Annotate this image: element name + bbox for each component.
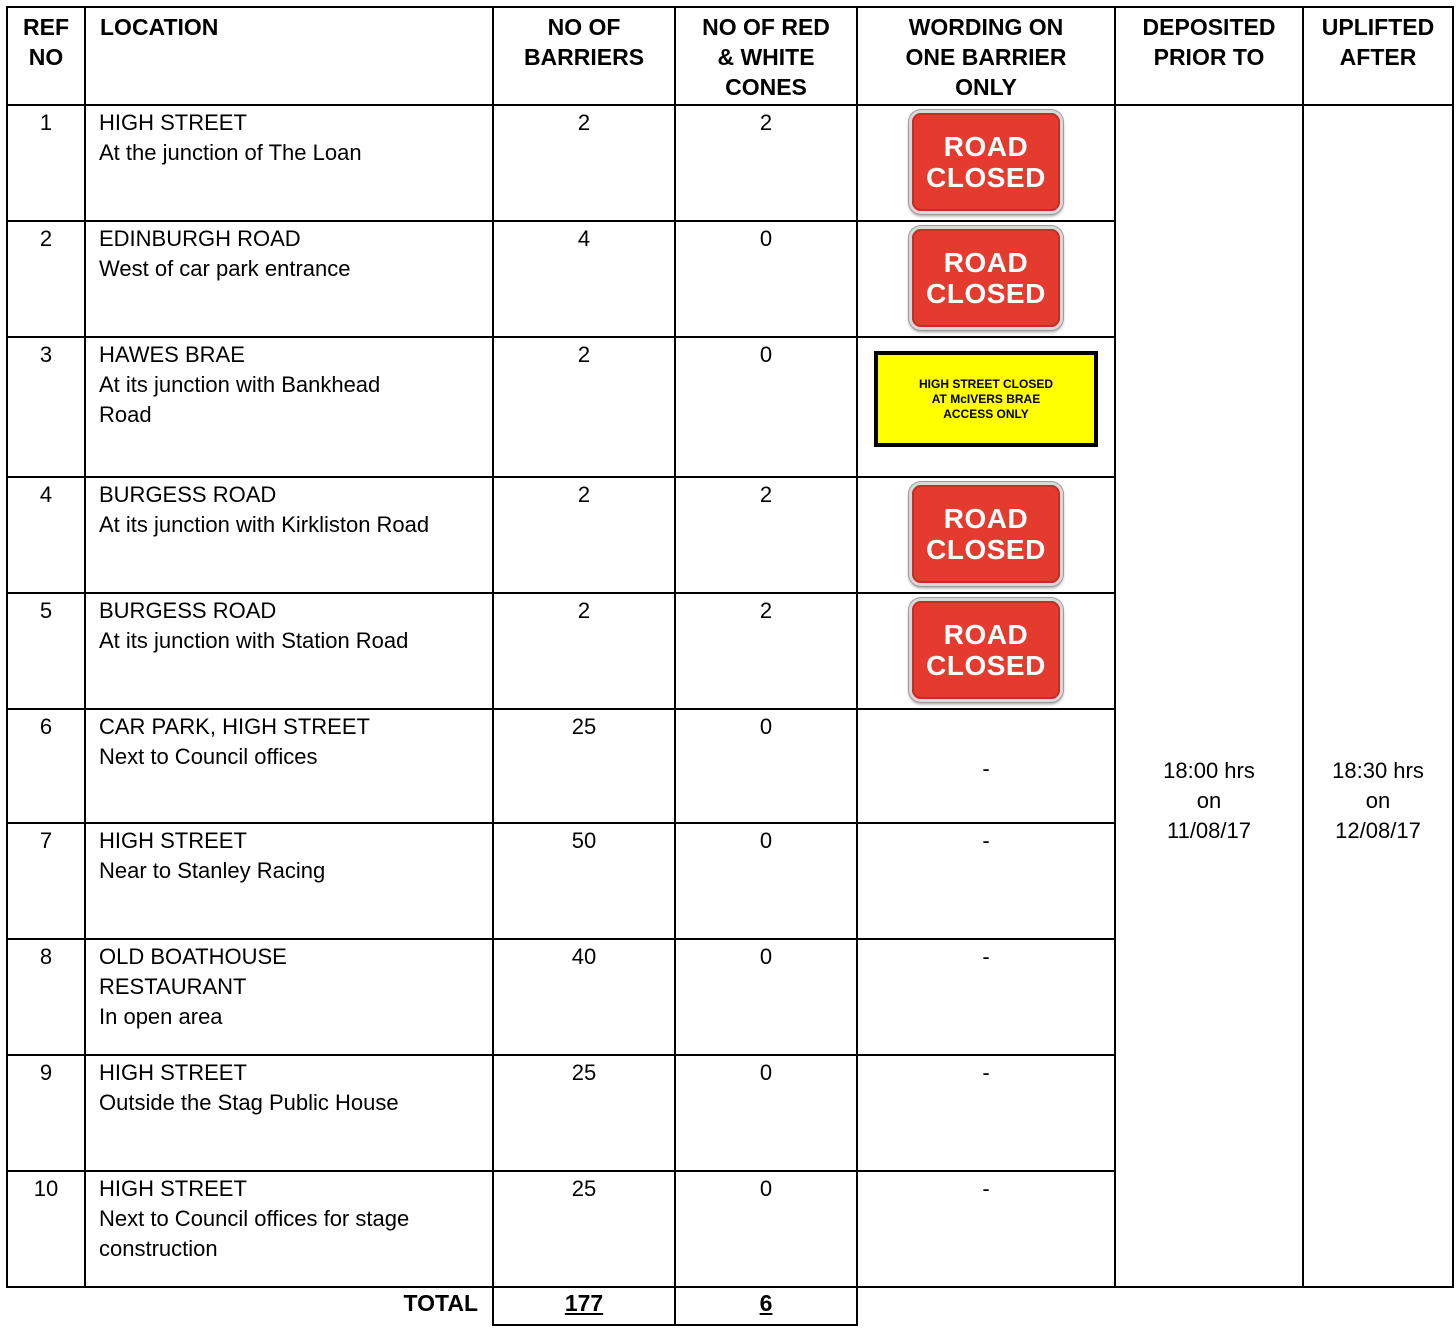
sign-line: ROAD [943, 503, 1029, 534]
no-sign-dash: - [982, 1060, 990, 1085]
location-cell [85, 1171, 493, 1287]
sign-line: AT McIVERS BRAE [931, 391, 1041, 406]
deposited-line: 18:00 hrs [1163, 758, 1255, 783]
location-line: HIGH STREET [99, 110, 247, 135]
location-line: Next to Council offices for stage [99, 1206, 410, 1231]
header-uplifted [1303, 7, 1453, 105]
no-sign-dash: - [982, 944, 990, 969]
ref-cell: 7 [7, 823, 85, 939]
location-line: BURGESS ROAD [99, 598, 277, 623]
wording-cell [857, 593, 1115, 709]
location-line: At its junction with Kirkliston Road [99, 512, 430, 537]
deposited-line: 11/08/17 [1166, 818, 1251, 843]
barriers-cell: 25 [493, 709, 675, 823]
sign-line: HIGH STREET CLOSED [918, 376, 1053, 391]
header-barriers [493, 7, 675, 105]
no-sign-dash: - [982, 756, 990, 781]
ref-cell: 2 [7, 221, 85, 337]
cones-cell: 2 [675, 105, 857, 221]
ref-cell: 9 [7, 1055, 85, 1171]
wording-cell [857, 823, 1115, 939]
road-closed-sign [909, 482, 1063, 586]
cones-cell: 0 [675, 337, 857, 477]
road-closed-sign [909, 226, 1063, 330]
barrier-schedule-table [6, 6, 1454, 1326]
location-cell [85, 939, 493, 1055]
header-deposited-line: PRIOR TO [1153, 44, 1265, 70]
header-cones-line: NO OF RED [702, 14, 830, 40]
wording-cell [857, 477, 1115, 593]
header-ref [7, 7, 85, 105]
ref-cell: 8 [7, 939, 85, 1055]
location-line: At its junction with Station Road [99, 628, 409, 653]
header-ref-line: NO [28, 44, 64, 70]
wording-cell [857, 337, 1115, 477]
header-wording [857, 7, 1115, 105]
location-line: Road [99, 402, 152, 427]
barriers-cell: 2 [493, 105, 675, 221]
header-wording-line: ONLY [955, 74, 1017, 100]
header-cones-line: CONES [725, 74, 807, 100]
barriers-cell: 4 [493, 221, 675, 337]
location-line: OLD BOATHOUSE [99, 944, 287, 969]
location-line: CAR PARK, HIGH STREET [99, 714, 370, 739]
uplifted-cell [1303, 105, 1453, 1287]
location-line: EDINBURGH ROAD [99, 226, 301, 251]
location-cell [85, 337, 493, 477]
header-wording-line: WORDING ON [908, 14, 1064, 40]
location-line: construction [99, 1236, 218, 1261]
location-line: At the junction of The Loan [99, 140, 362, 165]
header-wording-line: ONE BARRIER [905, 44, 1067, 70]
no-sign-dash: - [982, 1176, 990, 1201]
sign-line: ACCESS ONLY [943, 406, 1029, 421]
header-ref-line: REF [23, 14, 69, 40]
wording-cell [857, 105, 1115, 221]
header-barriers-line: BARRIERS [523, 44, 645, 70]
uplifted-line: 18:30 hrs [1332, 758, 1424, 783]
no-sign-dash: - [982, 828, 990, 853]
road-closed-sign [909, 110, 1063, 214]
cones-cell: 0 [675, 709, 857, 823]
location-line: At its junction with Bankhead [99, 372, 381, 397]
table-row [7, 105, 1453, 221]
location-cell [85, 709, 493, 823]
location-line: Near to Stanley Racing [99, 858, 326, 883]
location-line: BURGESS ROAD [99, 482, 277, 507]
barriers-cell: 2 [493, 337, 675, 477]
deposited-cell [1115, 105, 1303, 1287]
uplifted-line: 12/08/17 [1335, 818, 1421, 843]
location-cell [85, 221, 493, 337]
header-uplifted-line: UPLIFTED [1321, 14, 1435, 40]
cones-cell: 0 [675, 1171, 857, 1287]
wording-cell [857, 939, 1115, 1055]
location-line: HAWES BRAE [99, 342, 245, 367]
sign-line: CLOSED [926, 534, 1046, 565]
barriers-cell: 25 [493, 1171, 675, 1287]
sign-line: CLOSED [926, 278, 1046, 309]
ref-cell: 4 [7, 477, 85, 593]
location-cell [85, 593, 493, 709]
header-location-line: LOCATION [100, 14, 219, 40]
deposited-line: on [1196, 788, 1222, 813]
total-row [7, 1287, 1453, 1325]
total-cones: 6 [675, 1287, 857, 1325]
ref-cell: 6 [7, 709, 85, 823]
road-closed-sign [909, 598, 1063, 702]
wording-cell [857, 1055, 1115, 1171]
location-line: In open area [99, 1004, 223, 1029]
location-cell [85, 105, 493, 221]
wording-cell [857, 709, 1115, 823]
ref-cell: 3 [7, 337, 85, 477]
cones-cell: 0 [675, 221, 857, 337]
cones-cell: 0 [675, 823, 857, 939]
cones-cell: 0 [675, 1055, 857, 1171]
header-uplifted-line: AFTER [1339, 44, 1417, 70]
sign-line: ROAD [943, 247, 1029, 278]
header-cones-line: & WHITE [717, 44, 815, 70]
header-barriers-line: NO OF [547, 14, 621, 40]
barriers-cell: 25 [493, 1055, 675, 1171]
access-only-sign [874, 351, 1098, 447]
location-cell [85, 823, 493, 939]
cones-cell: 2 [675, 477, 857, 593]
header-cones [675, 7, 857, 105]
sign-line: CLOSED [926, 650, 1046, 681]
sign-line: ROAD [943, 619, 1029, 650]
barriers-cell: 40 [493, 939, 675, 1055]
header-deposited-line: DEPOSITED [1142, 14, 1276, 40]
wording-cell [857, 221, 1115, 337]
location-cell [85, 477, 493, 593]
location-line: HIGH STREET [99, 1176, 247, 1201]
location-cell [85, 1055, 493, 1171]
cones-cell: 2 [675, 593, 857, 709]
total-empty [1115, 1287, 1303, 1325]
total-empty [1303, 1287, 1453, 1325]
total-label: TOTAL [403, 1290, 478, 1316]
header-row [7, 7, 1453, 105]
location-line: HIGH STREET [99, 1060, 247, 1085]
location-line: HIGH STREET [99, 828, 247, 853]
total-empty [857, 1287, 1115, 1325]
barriers-cell: 50 [493, 823, 675, 939]
location-line: West of car park entrance [99, 256, 351, 281]
barriers-cell: 2 [493, 593, 675, 709]
wording-cell [857, 1171, 1115, 1287]
header-deposited [1115, 7, 1303, 105]
location-line: Outside the Stag Public House [99, 1090, 399, 1115]
sign-line: ROAD [943, 131, 1029, 162]
uplifted-line: on [1365, 788, 1391, 813]
header-location [85, 7, 493, 105]
location-line: Next to Council offices [99, 744, 318, 769]
ref-cell: 10 [7, 1171, 85, 1287]
location-line: RESTAURANT [99, 974, 247, 999]
ref-cell: 1 [7, 105, 85, 221]
sign-line: CLOSED [926, 162, 1046, 193]
ref-cell: 5 [7, 593, 85, 709]
total-barriers: 177 [493, 1287, 675, 1325]
barriers-cell: 2 [493, 477, 675, 593]
cones-cell: 0 [675, 939, 857, 1055]
